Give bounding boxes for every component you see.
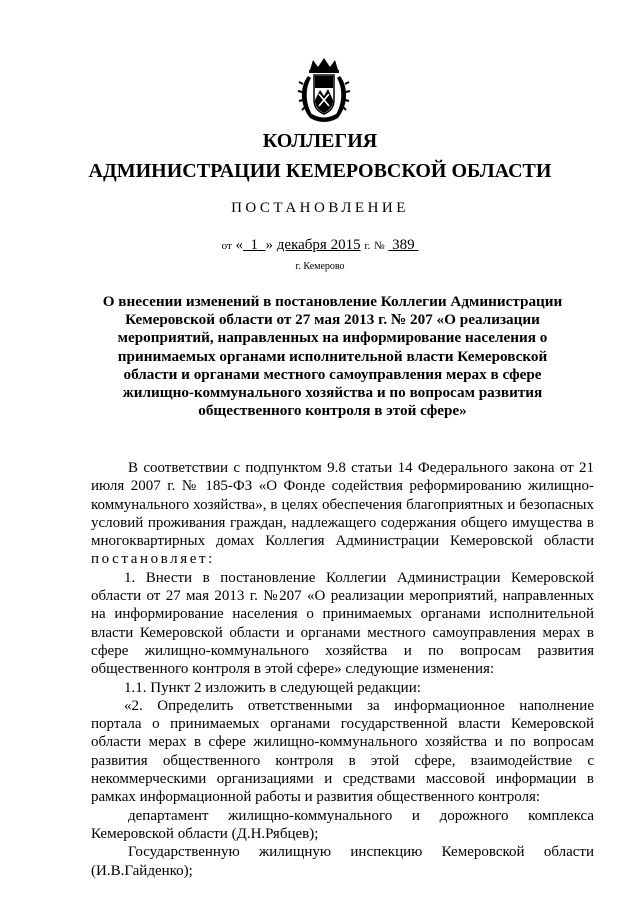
date-number-line bbox=[0, 237, 640, 254]
document-title: О внесении изменений в постановление Коллегии Администрации Кемеровской области от 27 мая 2013 г. № 207 «О реализации мероприятий, направленных на информирование населения о принимаемых органами исполнительной власти Кемеровской области и органами местного самоуправления мерах в сфере жилищно-коммунального хозяйства и по вопросам развития общественного контроля в этой сфере» bbox=[102, 293, 563, 420]
org-name-line2: АДМИНИСТРАЦИИ КЕМЕРОВСКОЙ ОБЛАСТИ bbox=[88, 160, 552, 182]
date-close-quote: » bbox=[265, 237, 274, 253]
document-type: ПОСТАНОВЛЕНИЕ bbox=[231, 200, 409, 216]
paragraph-department: департамент жилищно-коммунального и дорожного комплекса Кемеровской области (Д.Н.Рябцев); bbox=[91, 807, 594, 842]
org-name-line1: КОЛЛЕГИЯ bbox=[262, 130, 378, 152]
number-sign: № bbox=[374, 240, 385, 252]
paragraph-item-1-1: 1.1. Пункт 2 изложить в следующей редакции: bbox=[124, 679, 421, 696]
paragraph-inspection: Государственную жилищную инспекцию Кемеровской области (И.В.Гайденко); bbox=[91, 844, 594, 879]
paragraph-item-1: 1. Внести в постановление Коллегии Администрации Кемеровской области от 27 мая 2013 г. №207 «О реализации мероприятий, направленных на информирование населения о принимаемых органами исполнительной власти Кемеровской области и органами местного самоуправления мерах в сфере жилищно-коммунального хозяйства и по вопросам развития общественного контроля в этой сфере» следующие изменения: bbox=[91, 569, 594, 678]
date-year-suffix: г. bbox=[364, 240, 371, 252]
date-open-quote: « bbox=[235, 237, 244, 253]
date-month-year: декабря 2015 bbox=[276, 237, 361, 253]
document-body bbox=[91, 459, 594, 880]
kemerovo-coat-of-arms-icon bbox=[296, 56, 352, 126]
paragraph-item-2: «2. Определить ответственными за информационное наполнение портала о принимаемых органами государственной власти Кемеровской области мерах в сфере жилищно-коммунального хозяйства и по вопросам развития общественного контроля в этой сфере, взаимодействие с некоммерческими организациями и средствами массовой информации в рамках информационной работы и развития общественного контроля: bbox=[91, 697, 594, 806]
preamble-text: В соответствии с подпунктом 9.8 статьи 14 Федерального закона от 21 июля 2007 г. № 185-ФЗ «О Фонде содействия реформированию жилищно-коммунального хозяйства», в целях обеспечения благоприятных и безопасных условий проживания граждан, надлежащего содержания общего имущества в многоквартирных домах Коллегия Администрации Кемеровской области bbox=[91, 460, 594, 550]
preamble-decides: постановляет: bbox=[91, 551, 215, 568]
paragraph-preamble bbox=[91, 459, 594, 569]
date-day: 1 bbox=[250, 237, 259, 253]
date-from-label: от bbox=[221, 240, 232, 252]
document-number: 389 bbox=[392, 237, 415, 253]
city-name: г. Кемерово bbox=[295, 261, 345, 272]
